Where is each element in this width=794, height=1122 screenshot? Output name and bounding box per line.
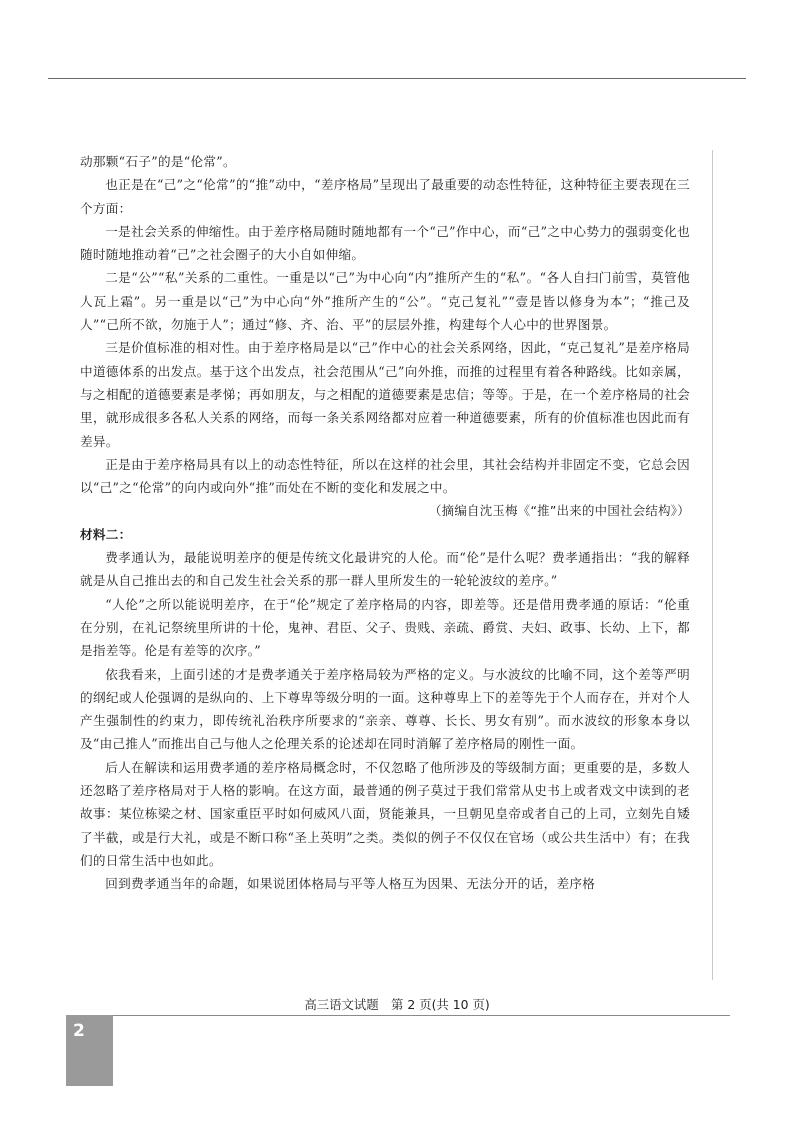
page-footer: 高三语文试题 第 2 页(共 10 页) [304,997,490,1012]
header-rule [48,78,746,79]
material-heading: 材料二： [80,526,132,542]
paragraph: 正是由于差序格局具有以上的动态性特征，所以在这样的社会里，其社会结构并非固定不变，它总会因以“己”之“伦常”的向内或向外“推”而处在不断的变化和发展之中。 [80,456,690,496]
paragraph: “人伦”之所以能说明差序，在于“伦”规定了差序格局的内容，即差等。还是借用费孝通的原话：“伦重在分别，在礼记祭统里所讲的十伦，鬼神、君臣、父子、贵贱、亲疏、爵赏、夫妇、政事、长幼、上下，都是指差等。伦是有差等的次序。” [80,596,690,659]
page-number: 2 [73,1021,85,1041]
paragraph: 回到费孝通当年的命题，如果说团体格局与平等人格互为因果、无法分开的话，差序格 [105,876,596,892]
paragraph: 一是社会关系的伸缩性。由于差序格局随时随地都有一个“己”作中心，而“己”之中心势力的强弱变化也随时随地推动着“己”之社会圈子的大小自如伸缩。 [80,223,690,263]
paragraph: 三是价值标准的相对性。由于差序格局是以“己”作中心的社会关系网络，因此，“克己复礼”是差序格局中道德体系的出发点。基于这个出发点，社会范围从“己”向外推，而推的过程里有着各种路线。比如亲属，与之相配的道德要素是孝悌；再如朋友，与之相配的道德要素是忠信；等等。于是，在一个差序格局的社会里，就形成很多各私人关系的网络，而每一条关系网络都对应着一种道德要素，所有的价值标准也因此而有差异。 [80,340,690,449]
paragraph: 后人在解读和运用费孝通的差序格局概念时，不仅忽略了他所涉及的等级制方面；更重要的是，多数人还忽略了差序格局对于人格的影响。在这方面，最普通的例子莫过于我们常常从史书上或者戏文中读到的老故事：某位栋梁之材、国家重臣平时如何威风八面，贤能兼具，一旦朝见皇帝或者自己的上司，立刻先自矮了半截，或是行大礼，或是不断口称“圣上英明”之类。类似的例子不仅仅在官场（或公共生活中）有；在我们的日常生活中也如此。 [80,759,690,868]
paragraph: 依我看来，上面引述的才是费孝通关于差序格局较为严格的定义。与水波纹的比喻不同，这个差等严明的纲纪或人伦强调的是纵向的、上下尊卑等级分明的一面。这种尊卑上下的差等先于个人而存在，并对个人产生强制性的约束力，即传统礼治秩序所要求的“亲亲、尊尊、长长、男女有别”。而水波纹的形象本身以及“由己推人”而推出自己与他人之伦理关系的论述却在同时消解了差序格局的刚性一面。 [80,666,690,752]
source-attribution: （摘编自沈玉梅《“推”出来的中国社会结构》） [428,503,690,519]
footer-rule [66,1015,730,1016]
scan-edge-line [712,150,719,980]
paragraph: 二是“公”“私”关系的二重性。一重是以“己”为中心向“内”推所产生的“私”。“各人自扫门前雪，莫管他人瓦上霜”。另一重是以“己”为中心向“外”推所产生的“公”。“克己复礼”“壹是皆以修身为本”；“推己及人”“己所不欲，勿施于人”；通过“修、齐、治、平”的层层外推，构建每个人心中的世界图景。 [80,270,690,333]
paragraph: 动那颗“石子”的是“伦常”。 [80,154,236,169]
page-number-badge [66,1015,113,1086]
document-body [80,150,690,896]
paragraph: 费孝通认为，最能说明差序的便是传统文化最讲究的人伦。而“伦”是什么呢？费孝通指出：“我的解释就是从自己推出去的和自己发生社会关系的那一群人里所发生的一轮轮波纹的差序。” [80,550,690,589]
paragraph: 也正是在“己”之“伦常”的“推”动中，“差序格局”呈现出了最重要的动态性特征，这种特征主要表现在三个方面： [80,177,690,216]
